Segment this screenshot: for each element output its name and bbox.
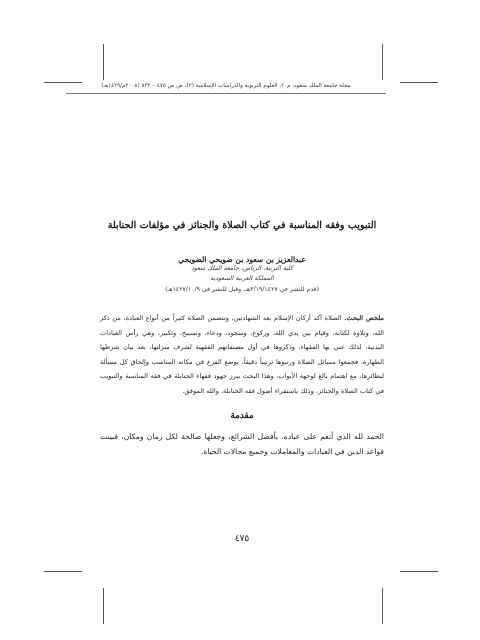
author-affiliation-country: المملكة العربية السعودية xyxy=(210,275,274,282)
crop-mark-top-right xyxy=(382,44,383,80)
crop-mark-right-bottom xyxy=(400,571,438,572)
author-affiliation-college: كلية التربية، الرياض، جامعة الملك سعود xyxy=(191,265,293,272)
abstract-lead: ملخص البحث. xyxy=(344,314,384,322)
submission-dates: (قدم للنشر في ٣/١٩/١٤٢٧هـ، وقبل للنشر في ١٤٢٧/١٠/٩هـ) xyxy=(165,286,319,293)
crop-mark-top-left xyxy=(103,44,104,80)
crop-mark-bottom-right xyxy=(382,588,383,624)
paper-title: التبويب وفقه المناسبة في كتاب الصلاة والجنائز في مؤلفات الحنابلة xyxy=(107,220,377,231)
crop-mark-left-bottom xyxy=(44,571,82,572)
running-head: مجلة جامعة الملك سعود، م٢٠، العلوم التربوية والدراسات الإسلامية (٢)، ص ص ٤٧٥ – ٥٣٢ (٢٠٠٨م/١٤٢٩هـ) xyxy=(66,82,386,94)
section-heading-introduction: مقدمة xyxy=(230,410,254,421)
abstract xyxy=(100,311,384,399)
journal-page xyxy=(100,82,384,562)
crop-mark-right-top xyxy=(400,82,438,83)
crop-mark-bottom-left xyxy=(103,588,104,624)
author-name: عبدالعزيز بن سعود بن ضويحي الضويحي xyxy=(178,255,306,264)
abstract-text: الصلاة آكد أركان الإسلام بعد الشهادتين، وتتضمن الصلاة كثيراً من أنواع العبادة، من ذكر الله، وتلاوة لكتابه، وقيام بين يدي الله، وركوع، وسجود، ودعاء، وتسبيح، وتكبير، وهي رأس العبادات البدنية، لذلك عني بها الفقهاء، وذكروها في أول مصنفاتهم الفقهية لشرف منزلتها، بعد بيان شرطها الطهارة، فجمعوا مسائل الصلاة ورتبوها ترتيباً دقيقاً، بوضع الفرع في مكانه المناسب وإلحاق كل مسألة لنظائرها، مع اهتمام بالغ لوجهة الأبواب، وهذا البحث يبرز جهود فقهاء الحنابلة في فقه المناسبة والتبويب في كتاب الصلاة والجنائز، وذلك باستقراء أصول فقه الحنابلة، والله الموفق. xyxy=(100,314,384,395)
page-number: ٤٧٥ xyxy=(234,534,250,544)
introduction-paragraph: الحمد لله الذي أنعم على عباده، بأفضل الشرائع، وجعلها صالحة لكل زمان ومكان، فبينت قواعد الدين في العبادات والمعاملات وجميع مجالات الحياة. xyxy=(100,431,384,456)
